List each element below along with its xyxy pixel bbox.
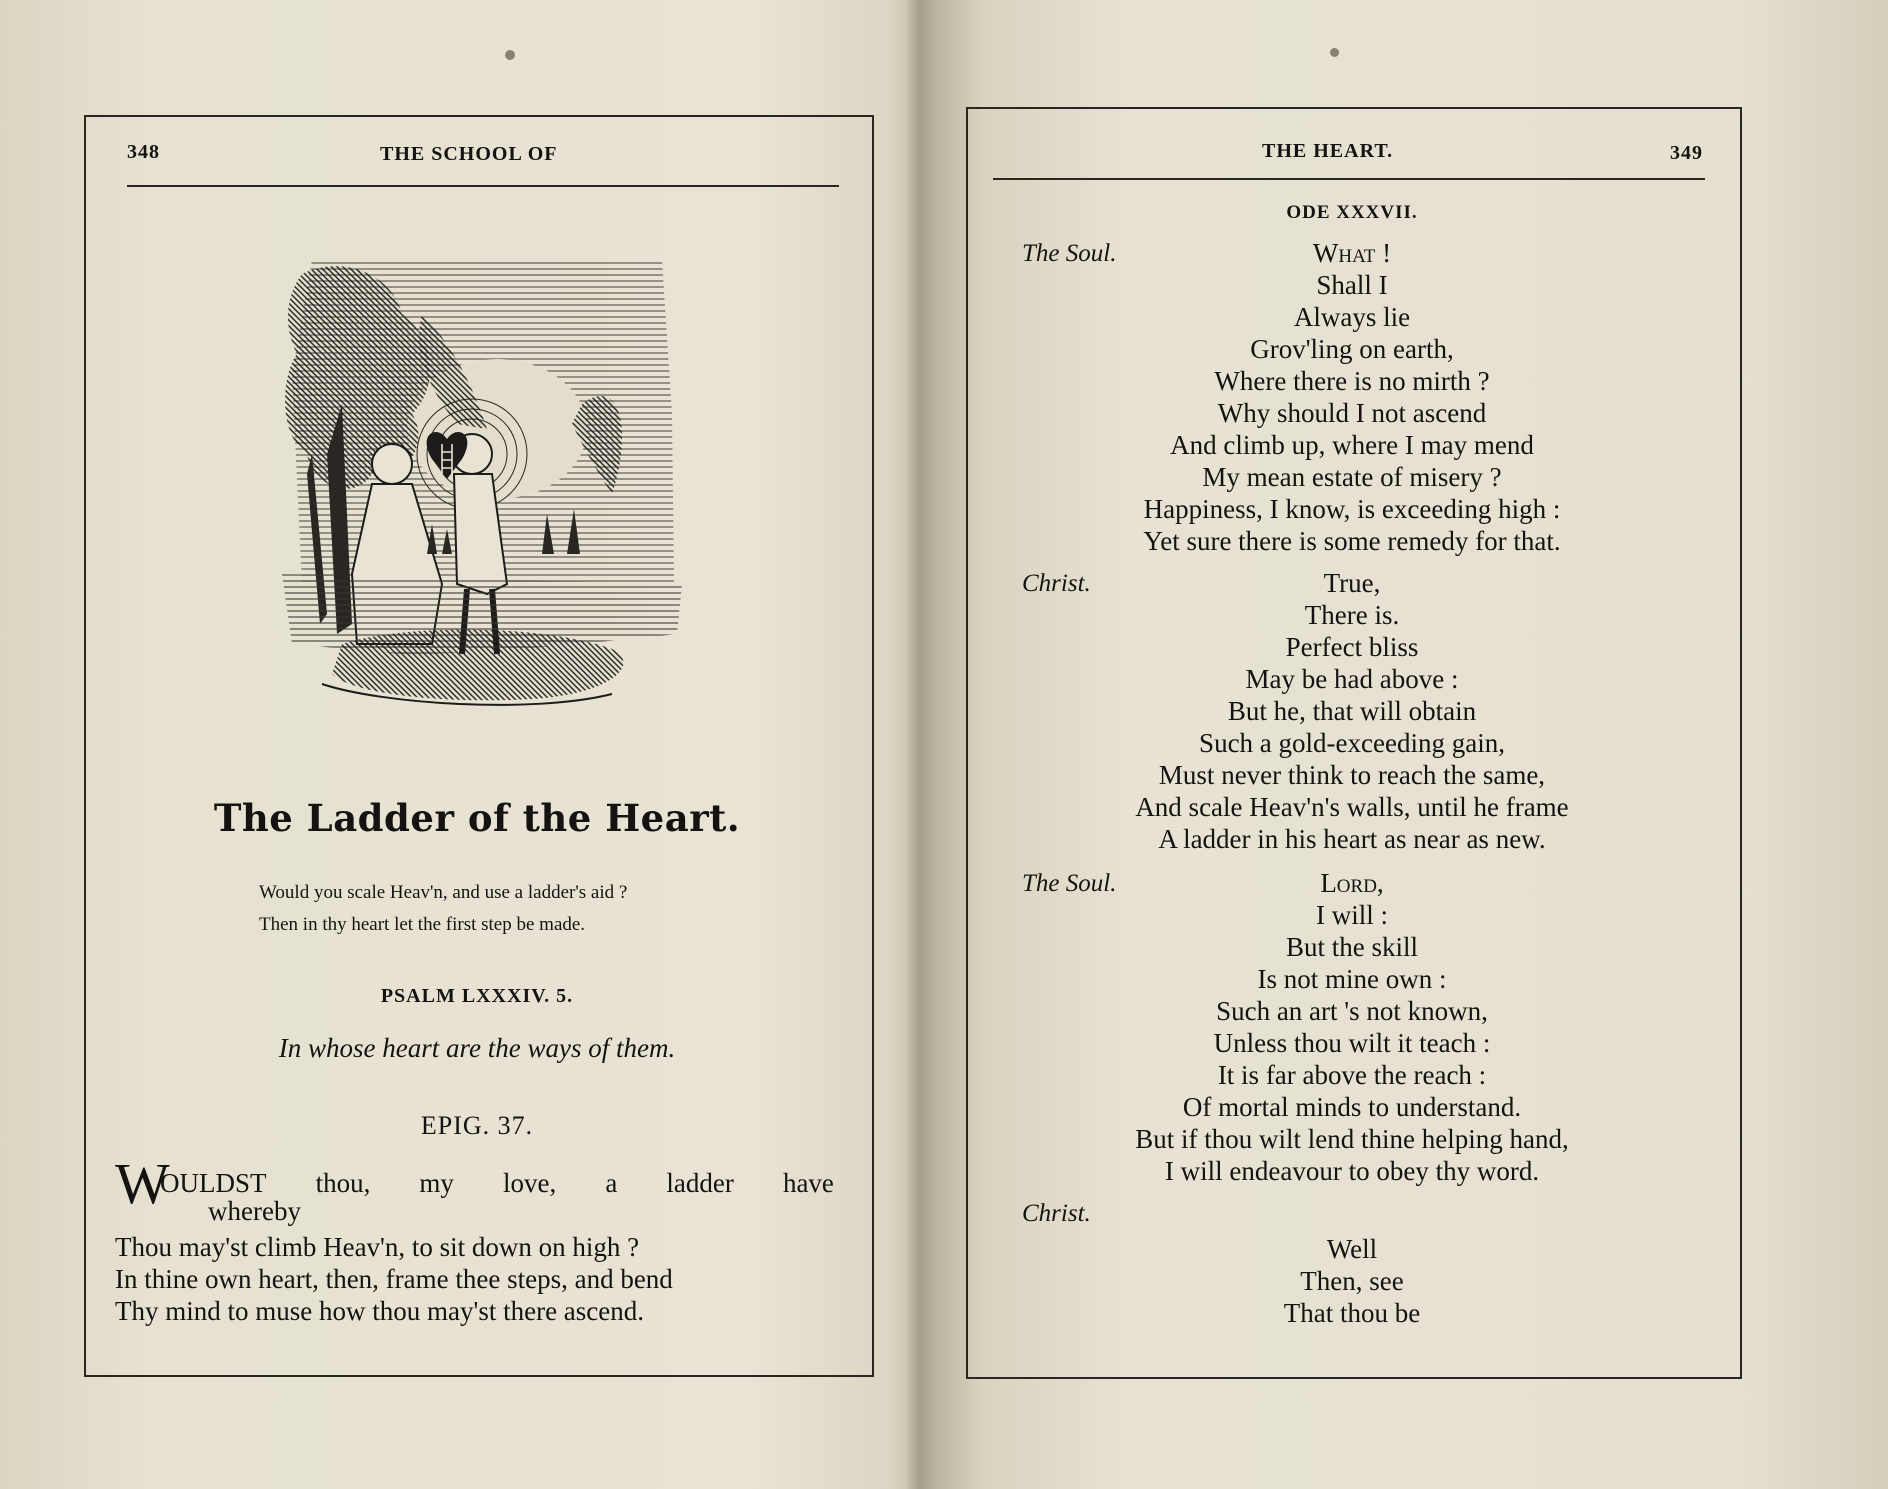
motto-line-1: Would you scale Heav'n, and use a ladder's aid ? bbox=[259, 882, 628, 903]
poem-line: Is not mine own : bbox=[1257, 964, 1447, 994]
epig-word: a bbox=[605, 1168, 618, 1198]
psalm-text: In whose heart are the ways of them. bbox=[278, 1033, 676, 1063]
poem-line: A ladder in his heart as near as new. bbox=[1158, 824, 1546, 854]
poem-line: I will : bbox=[1316, 900, 1388, 930]
ode-title: ODE XXXVII. bbox=[1286, 202, 1418, 223]
poem-line: Lord, bbox=[1320, 868, 1384, 898]
left-running-head: THE SCHOOL OF bbox=[380, 143, 558, 165]
speaker-label: The Soul. bbox=[1022, 240, 1117, 267]
header-rule bbox=[993, 178, 1705, 180]
poem-line: Why should I not ascend bbox=[1217, 398, 1487, 428]
right-page-number: 349 bbox=[1670, 142, 1703, 164]
epig-word: thou, bbox=[315, 1168, 371, 1198]
motto-line-2: Then in thy heart let the first step be made. bbox=[259, 914, 586, 935]
speaker-label: Christ. bbox=[1022, 570, 1091, 597]
epig-word: love, bbox=[503, 1168, 557, 1198]
poem-line: There is. bbox=[1304, 600, 1400, 630]
poem-line: And climb up, where I may mend bbox=[1170, 430, 1534, 460]
poem-line: Happiness, I know, is exceeding high : bbox=[1143, 494, 1561, 524]
speaker-label: The Soul. bbox=[1022, 870, 1117, 897]
epig-first-line bbox=[160, 1168, 834, 1199]
poem-line: Well bbox=[1326, 1234, 1378, 1264]
left-page-number: 348 bbox=[127, 141, 160, 163]
poem-line: And scale Heav'n's walls, until he frame bbox=[1135, 792, 1569, 822]
book-gutter bbox=[905, 0, 935, 1489]
poem-line: It is far above the reach : bbox=[1217, 1060, 1487, 1090]
poem-line: But the skill bbox=[1285, 932, 1418, 962]
poem-line: Must never think to reach the same, bbox=[1158, 760, 1546, 790]
ink-spot bbox=[1330, 48, 1339, 57]
epig-dropcap: W bbox=[115, 1151, 170, 1216]
ink-spot bbox=[505, 50, 515, 60]
poem-line: Perfect bliss bbox=[1285, 632, 1419, 662]
poem-line: I will endeavour to obey thy word. bbox=[1164, 1156, 1540, 1186]
poem-line: What ! bbox=[1312, 238, 1392, 268]
right-running-head: THE HEART. bbox=[1262, 140, 1394, 162]
poem-line: Of mortal minds to understand. bbox=[1182, 1092, 1522, 1122]
epig-continuation: whereby bbox=[208, 1196, 301, 1226]
psalm-reference: PSALM LXXXIV. 5. bbox=[380, 985, 574, 1007]
epig-line: Thy mind to muse how thou may'st there ascend. bbox=[115, 1296, 645, 1326]
poem-line: Where there is no mirth ? bbox=[1214, 366, 1490, 396]
poem-line: But if thou wilt lend thine helping hand, bbox=[1135, 1124, 1569, 1154]
epig-word: ladder bbox=[666, 1168, 734, 1198]
epig-first-word: OULDST bbox=[160, 1168, 267, 1198]
epig-word: my bbox=[419, 1168, 454, 1198]
epig-line: Thou may'st climb Heav'n, to sit down on high ? bbox=[115, 1232, 640, 1262]
epig-word: have bbox=[782, 1168, 834, 1198]
epig-title: EPIG. 37. bbox=[420, 1111, 534, 1140]
poem-line: But he, that will obtain bbox=[1227, 696, 1477, 726]
poem-line: Shall I bbox=[1316, 270, 1388, 300]
poem-line: Unless thou wilt it teach : bbox=[1213, 1028, 1491, 1058]
poem-line: True, bbox=[1323, 568, 1381, 598]
poem-line: Yet sure there is some remedy for that. bbox=[1143, 526, 1561, 556]
poem-line: That thou be bbox=[1283, 1298, 1421, 1328]
poem-line: Such an art 's not known, bbox=[1216, 996, 1488, 1026]
speaker-label: Christ. bbox=[1022, 1200, 1091, 1227]
poem-line: Then, see bbox=[1300, 1266, 1404, 1296]
poem-line: Always lie bbox=[1293, 302, 1411, 332]
poem-line: My mean estate of misery ? bbox=[1202, 462, 1502, 492]
poem-line: May be had above : bbox=[1245, 664, 1459, 694]
poem-line: Grov'ling on earth, bbox=[1250, 334, 1454, 364]
epig-line: In thine own heart, then, frame thee steps, and bend bbox=[115, 1264, 673, 1294]
ladder-heart-woodcut bbox=[282, 254, 682, 744]
poem-line: Such a gold-exceeding gain, bbox=[1199, 728, 1505, 758]
emblem-title: The Ladder of the Heart. bbox=[213, 796, 741, 840]
header-rule bbox=[127, 185, 839, 187]
